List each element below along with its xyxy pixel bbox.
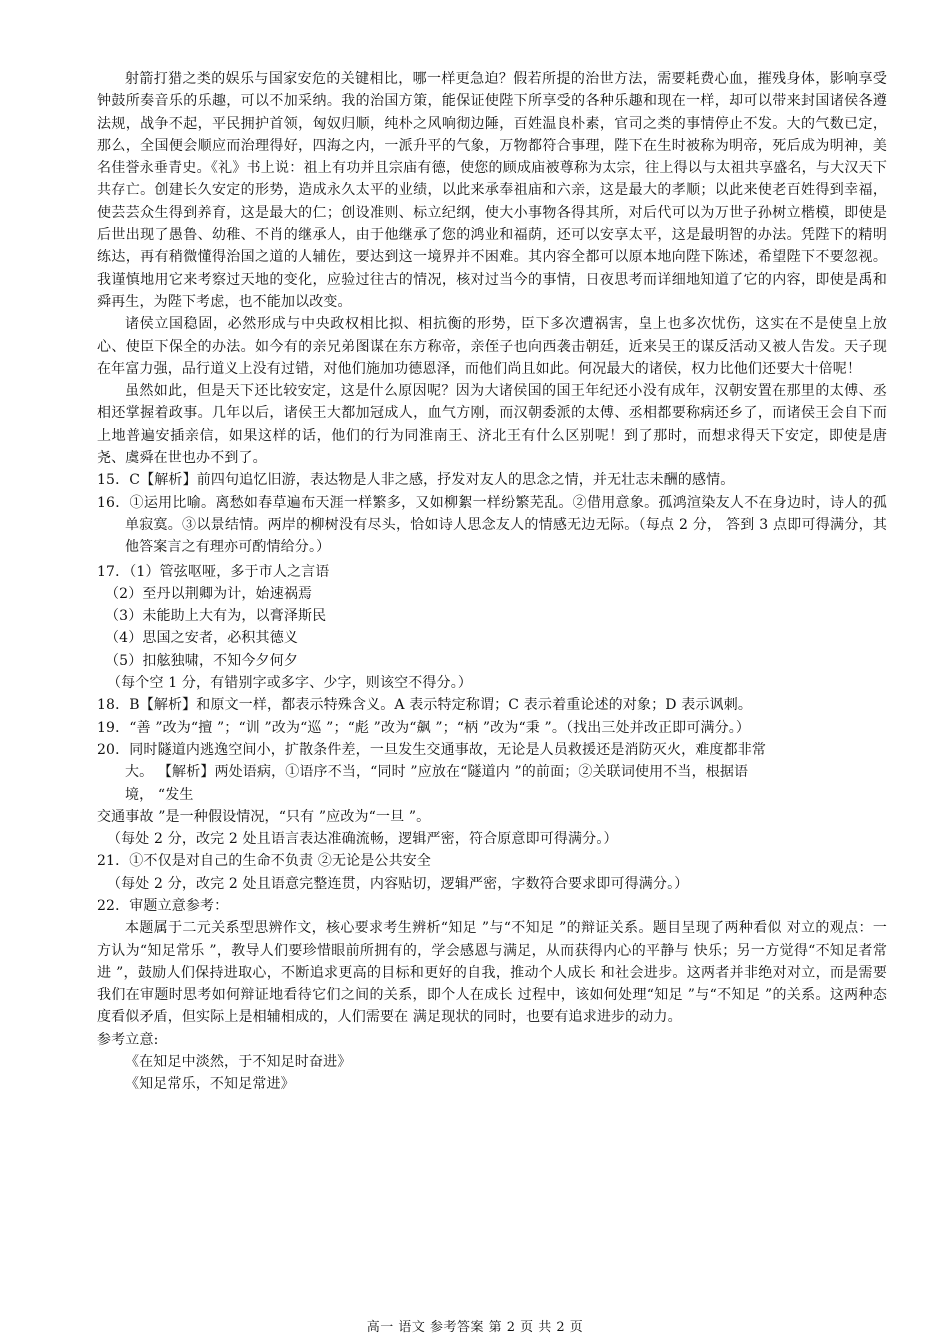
answer-22-title: 22．审题立意参考： <box>97 897 229 914</box>
passage-paragraph-3: 虽然如此，但是天下还比较安定，这是什么原因呢？因为大诸侯国的国王年纪还小没有成年，汉朝安置在那里的太傅、丞相还掌握着政事。几年以后，诸侯王大都加冠成人，血气方刚，而汉朝委派的太傅、丞相都要称病还乡了，而诸侯王会自下而上地普遍安插亲信，如果这样的话，他们的行为同淮南王、济北王有什么区别呢！到了那时，而想求得天下安定，即使是唐尧、虞舜在世也办不到了。 <box>97 383 887 467</box>
answer-17-item: （4）思国之安者，必积其德义 <box>105 630 299 647</box>
answer-20-note: （每处 2 分，改完 2 处且语言表达准确流畅，逻辑严密，符合原意即可得满分。） <box>107 831 618 848</box>
answer-17-note: （每个空 1 分，有错别字或多字、少字，则该空不得分。） <box>107 675 473 692</box>
answer-15: 15．C【解析】前四句追忆旧游，表达物是人非之感，抒发对友人的思念之情，并无壮志未酬的感情。 <box>97 472 735 489</box>
page-footer: 高一 语文 参考答案 第 2 页 共 2 页 <box>366 1320 584 1335</box>
answer-18: 18．B【解析】和原文一样，都表示特殊含义。A 表示特定称谓；C 表示着重论述的对象；D 表示讽刺。 <box>97 697 752 714</box>
answer-17-title: 17．（1）管弦呕哑，多于市人之言语 <box>97 563 330 580</box>
answer-22-ref-label: 参考立意: <box>97 1031 159 1048</box>
answer-21-note: （每处 2 分，改完 2 处且语意完整连贯，内容贴切，逻辑严密，字数符合要求即可得满分。） <box>107 875 689 892</box>
answer-17-item: （3）未能助上大有为，以膏泽斯民 <box>105 608 327 625</box>
answer-20-line3: 境， “发生 <box>125 786 194 803</box>
answer-20-line4: 交通事故 ”是一种假设情况，“只有 ”应改为“一旦 ”。 <box>97 808 431 825</box>
answer-22-body: 本题属于二元关系型思辨作文，核心要求考生辨析“知足 ”与“不知足 ”的辩证关系。题目呈现了两种看似 对立的观点：一方认为“知足常乐 ”，教导人们要珍惜眼前所拥有的，学会感恩与满足，从而获得内心的平静与 快乐；另一方觉得“不知足者常进 ”，鼓励人们保持进取心，不断追求更高的目标和更好的自我，推动个人成长 和社会进步。这两者并非绝对对立，而是需要我们在审题时思考如何辩证地看待它们之间的关系，即个人在成长 过程中，该如何处理“知足 ”与“不知足 ”的关系。这两种态度看似矛盾，但实际上是相辅相成的，人们需要在 满足现状的同时，也要有追求进步的动力。 <box>97 920 887 1026</box>
answer-20-line1: 20．同时隧道内逃逸空间小，扩散条件差，一旦发生交通事故，无论是人员救援还是消防灭火，难度都非常 <box>97 741 767 758</box>
passage-paragraph-1: 射箭打猎之类的娱乐与国家安危的关键相比，哪一样更急迫？假若所提的治世方法，需要耗费心血，摧残身体，影响享受钟鼓所奏音乐的乐趣，可以不加采纳。我的治国方策，能保证使陛下所享受的各种乐趣和现在一样，却可以带来封国诸侯各遵法规，战争不起，平民拥护首领，匈奴归顺，纯朴之风响彻边陲，百姓温良朴素，官司之类的事情停止不发。大的气数已定，那么，全国便会顺应而治理得好，四海之内，一派升平的气象，万物都符合事理，陛下在生时被称为明帝，死后成为明神，美名佳誉永垂青史。《礼》书上说：祖上有功并且宗庙有德，使您的顾成庙被尊称为太宗，往上得以与太祖共享盛名，与大汉天下共存亡。创建长久安定的形势，造成永久太平的业绩，以此来承奉祖庙和六亲，这是最大的孝顺；以此来使老百姓得到幸福，使芸芸众生得到养育，这是最大的仁；创设准则、标立纪纲，使大小事物各得其所，对后代可以为万世子孙树立楷模，即使是后世出现了愚鲁、幼稚、不肖的继承人，由于他继承了您的鸿业和福荫，还可以安享太平，这是最明智的办法。凭陛下的精明练达，再有稍微懂得治国之道的人辅佐，要达到这一境界并不困难。其内容全都可以原本地向陛下陈述，希望陛下不要忽视。我谨慎地用它来考察过天地的变化，应验过往古的情况，核对过当今的事情，日夜思考而详细地知道了它的内容，即使是禹和舜再生，为陛下考虑，也不能加以改变。 <box>97 71 887 310</box>
reference-title: 《在知足中淡然，于不知足时奋进》 <box>125 1054 352 1071</box>
answer-20-line2: 大。 【解析】两处语病，①语序不当，“同时 ”应放在“隧道内 ”的前面；②关联词使用不当，根据语 <box>125 764 749 781</box>
answer-17-item: （5）扣舷独啸，不知今夕何夕 <box>105 652 299 669</box>
passage-paragraph-2: 诸侯立国稳固，必然形成与中央政权相比拟、相抗衡的形势，臣下多次遭祸害，皇上也多次忧伤，这实在不是使皇上放心、使臣下保全的办法。如今有的亲兄弟图谋在东方称帝，亲侄子也向西袭击朝廷，近来吴王的谋反活动又被人告发。天子现在年富力强，品行道义上没有过错，对他们施加功德恩泽，而他们尚且如此。何况最大的诸侯，权力比他们还要大十倍呢！ <box>97 316 887 377</box>
answer-19: 19．“善 ”改为“擅 ”；“训 ”改为“巡 ”；“彪 ”改为“飙 ”；“柄 ”改为“秉 ”。（找出三处并改正即可满分。） <box>97 719 751 736</box>
reference-title: 《知足常乐，不知足常进》 <box>125 1076 295 1093</box>
answer-17-item: （2）至丹以荆卿为计，始速祸焉 <box>105 585 313 602</box>
answer-16: 16．①运用比喻。离愁如春草遍布天涯一样繁多，又如柳絮一样纷繁芜乱。②借用意象。孤鸿渲染友人不在身边时，诗人的孤单寂寞。③以景结情。两岸的柳树没有尽头，恰如诗人思念友人的情感无边无际。（每点 2 分， 答到 3 点即可得满分，其他答案言之有理亦可酌情给分。） <box>97 494 887 556</box>
answer-21: 21．①不仅是对自己的生命不负责 ②无论是公共安全 <box>97 853 432 870</box>
answer-page <box>97 68 887 1096</box>
